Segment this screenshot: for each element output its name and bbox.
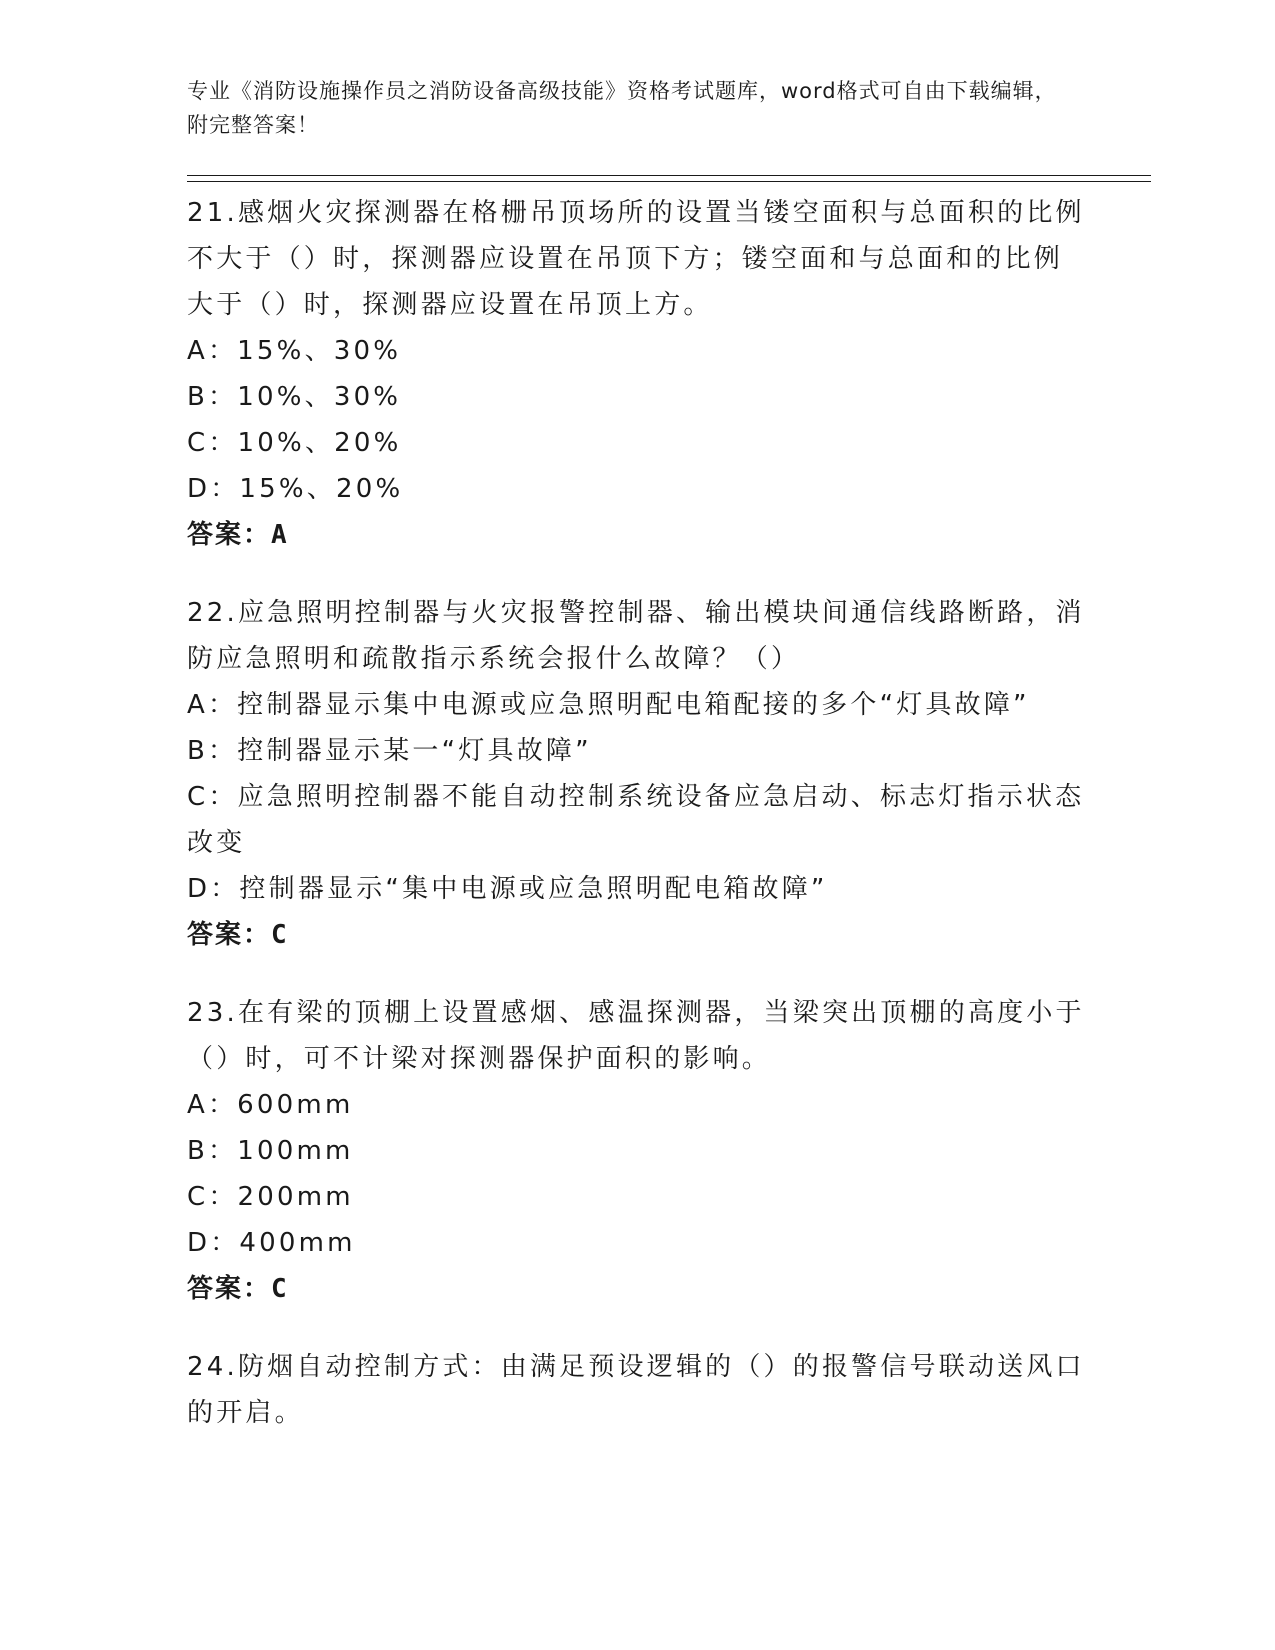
option-d: D：15%、20%	[187, 474, 404, 504]
question-22	[187, 590, 1087, 958]
option-a: A：15%、30%	[187, 336, 402, 366]
question-text: 21.感烟火灾探测器在格栅吊顶场所的设置当镂空面积与总面积的比例不大于（）时，探测器应设置在吊顶下方；镂空面和与总面和的比例大于（）时，探测器应设置在吊顶上方。	[187, 198, 1085, 320]
question-23	[187, 990, 1087, 1312]
option-b: B：100mm	[187, 1136, 354, 1166]
question-text: 22.应急照明控制器与火灾报警控制器、输出模块间通信线路断路，消防应急照明和疏散指示系统会报什么故障？（）	[187, 598, 1085, 674]
answer-line	[187, 912, 1087, 958]
answer-line	[187, 512, 1087, 558]
document-header: 专业《消防设施操作员之消防设备高级技能》资格考试题库，word格式可自由下载编辑，附完整答案！	[187, 79, 1057, 137]
question-24	[187, 1344, 1087, 1436]
option-c: C：10%、20%	[187, 428, 402, 458]
header-divider-top	[187, 175, 1151, 176]
answer-value: C	[271, 1274, 289, 1304]
header-divider-bottom	[187, 181, 1151, 182]
option-b: B：10%、30%	[187, 382, 402, 412]
option-b: B：控制器显示某一“灯具故障”	[187, 736, 592, 766]
answer-line	[187, 1266, 1087, 1312]
answer-value: A	[271, 520, 289, 550]
option-a: A：600mm	[187, 1090, 354, 1120]
question-21	[187, 190, 1087, 558]
option-a: A：控制器显示集中电源或应急照明配电箱配接的多个“灯具故障”	[187, 690, 1030, 720]
answer-label: 答案：	[187, 1274, 272, 1304]
answer-label: 答案：	[187, 520, 272, 550]
option-c: C：应急照明控制器不能自动控制系统设备应急启动、标志灯指示状态改变	[187, 782, 1085, 858]
question-list	[187, 190, 1087, 1468]
option-d: D：400mm	[187, 1228, 356, 1258]
answer-label: 答案：	[187, 920, 272, 950]
option-d: D：控制器显示“集中电源或应急照明配电箱故障”	[187, 874, 828, 904]
option-c: C：200mm	[187, 1182, 354, 1212]
question-text: 23.在有梁的顶棚上设置感烟、感温探测器，当梁突出顶棚的高度小于（）时，可不计梁对探测器保护面积的影响。	[187, 998, 1085, 1074]
answer-value: C	[271, 920, 289, 950]
question-text: 24.防烟自动控制方式：由满足预设逻辑的（）的报警信号联动送风口的开启。	[187, 1352, 1085, 1428]
